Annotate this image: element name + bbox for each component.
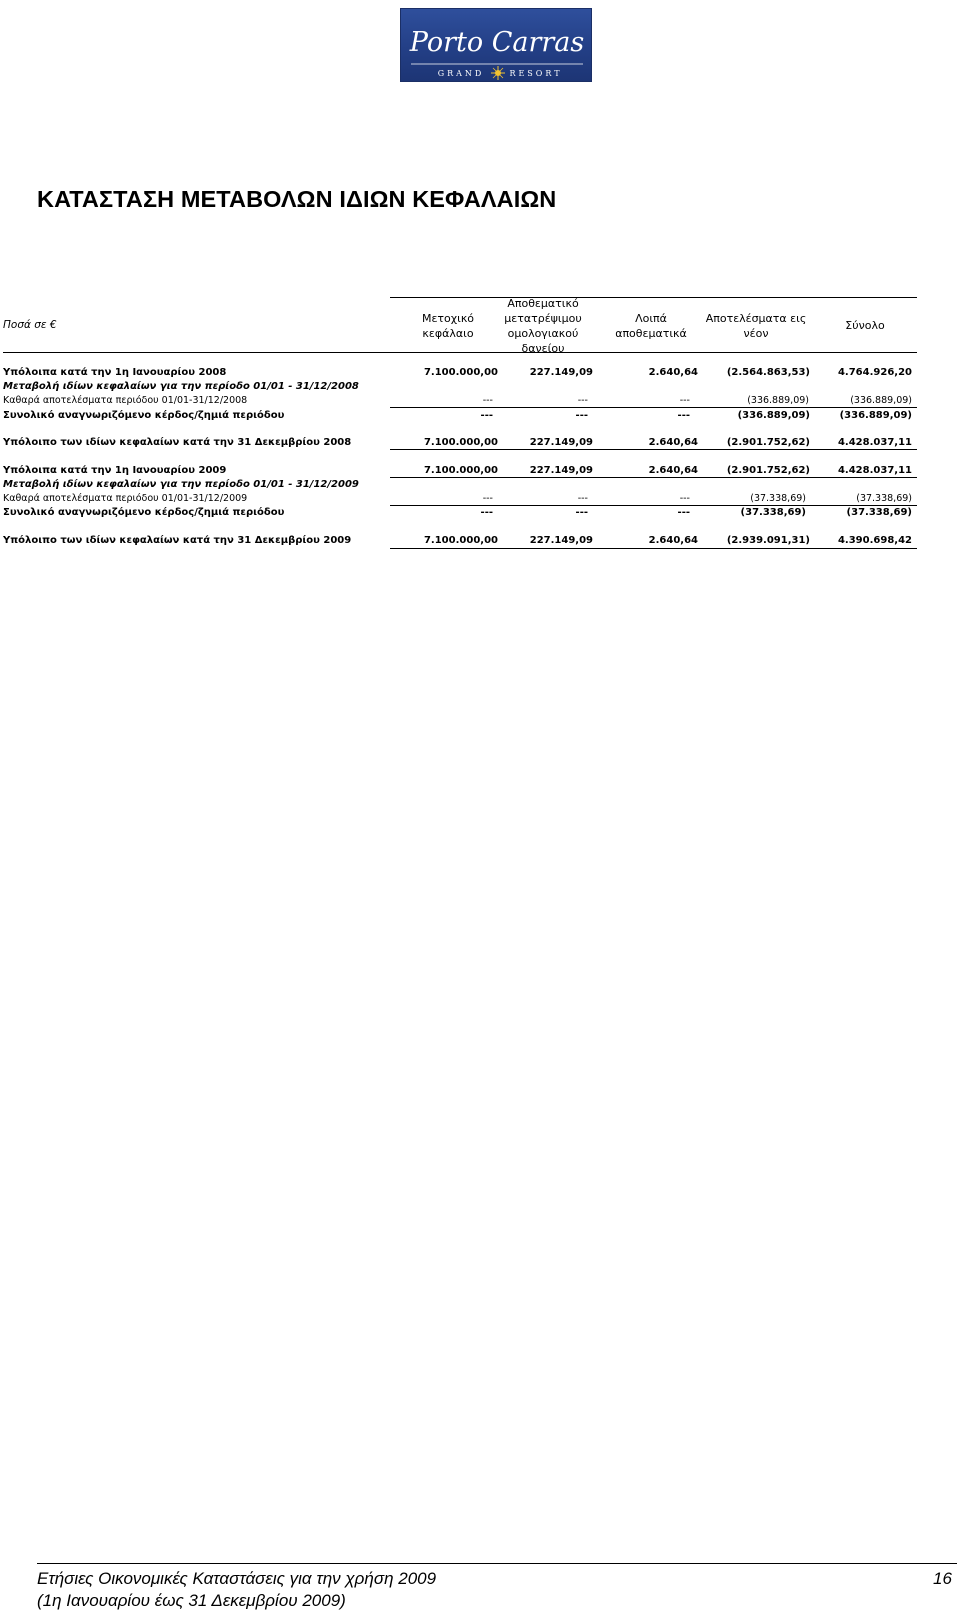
logo-subtitle-left: GRAND (437, 69, 485, 78)
row-label-change-2008: Μεταβολή ιδίων κεφαλαίων για την περίοδο 01/01 - 31/12/2008 (3, 381, 359, 392)
cell-value: 7.100.000,00 (423, 535, 498, 546)
cell-value: --- (482, 493, 493, 504)
cell-value: 4.428.037,11 (837, 437, 912, 448)
footer-period: (1η Ιανουαρίου έως 31 Δεκεμβρίου 2009) (37, 1591, 346, 1610)
cell-value: (336.889,09) (850, 395, 912, 406)
subtotal-rule (390, 407, 917, 408)
logo-script-text: Porto Carras (409, 27, 585, 58)
cell-value: 227.149,09 (529, 437, 593, 448)
row-label-net-results-2008: Καθαρά αποτελέσματα περιόδου 01/01-31/12/2008 (3, 395, 248, 406)
page-number: 16 (933, 1569, 952, 1588)
cell-value: 7.100.000,00 (423, 367, 498, 378)
header-share-capital: Μετοχικό κεφάλαιο (421, 312, 475, 340)
cell-value: --- (575, 507, 588, 518)
logo-subtitle-right: RESORT (509, 69, 563, 78)
footer-rule (37, 1563, 957, 1564)
cell-value: (37.338,69) (856, 493, 912, 504)
cell-value: (2.564.863,53) (726, 367, 810, 378)
header-top-rule (390, 297, 917, 298)
cell-value: 4.764.926,20 (837, 367, 912, 378)
cell-value: --- (677, 507, 690, 518)
cell-value: (336.889,09) (839, 410, 912, 421)
amounts-label: Ποσά σε € (3, 319, 57, 331)
row-label-change-2009: Μεταβολή ιδίων κεφαλαίων για την περίοδο 01/01 - 31/12/2009 (3, 479, 359, 490)
header-bottom-rule (3, 352, 917, 353)
cell-value: (37.338,69) (846, 507, 912, 518)
cell-value: 2.640,64 (648, 437, 698, 448)
page-title: ΚΑΤΑΣΤΑΣΗ ΜΕΤΑΒΟΛΩΝ ΙΔΙΩΝ ΚΕΦΑΛΑΙΩΝ (37, 186, 557, 212)
cell-value: --- (677, 410, 690, 421)
final-total-rule (390, 548, 917, 549)
cell-value: (2.901.752,62) (726, 437, 810, 448)
row-label-balance-jan-2008: Υπόλοιπα κατά την 1η Ιανουαρίου 2008 (3, 367, 227, 378)
cell-value: --- (575, 410, 588, 421)
logo-graphic (401, 9, 593, 83)
cell-value: 2.640,64 (648, 465, 698, 476)
cell-value: 227.149,09 (529, 535, 593, 546)
cell-value: (37.338,69) (750, 493, 806, 504)
row-label-total-recognised-2009: Συνολικό αναγνωριζόμενο κέρδος/ζημιά περιόδου (3, 507, 285, 518)
cell-value: --- (482, 395, 493, 406)
cell-value: --- (679, 493, 690, 504)
cell-value: --- (577, 493, 588, 504)
header-retained-earnings: Αποτελέσματα εις νέον (705, 312, 807, 340)
row-label-balance-jan-2009: Υπόλοιπα κατά την 1η Ιανουαρίου 2009 (3, 465, 227, 476)
cell-value: (336.889,09) (747, 395, 809, 406)
cell-value: (2.901.752,62) (726, 465, 810, 476)
cell-value: 4.428.037,11 (837, 465, 912, 476)
cell-value: 2.640,64 (648, 367, 698, 378)
porto-carras-logo (400, 8, 592, 82)
row-label-total-recognised-2008: Συνολικό αναγνωριζόμενο κέρδος/ζημιά περιόδου (3, 410, 285, 421)
row-label-balance-dec-2008: Υπόλοιπο των ιδίων κεφαλαίων κατά την 31 Δεκεμβρίου 2008 (3, 437, 352, 448)
cell-value: 4.390.698,42 (837, 535, 912, 546)
footer-title: Ετήσιες Οικονομικές Καταστάσεις για την χρήση 2009 (37, 1569, 437, 1588)
cell-value: --- (679, 395, 690, 406)
cell-value: (37.338,69) (740, 507, 806, 518)
cell-value: (336.889,09) (737, 410, 810, 421)
cell-value: --- (577, 395, 588, 406)
cell-value: 7.100.000,00 (423, 465, 498, 476)
cell-value: 227.149,09 (529, 465, 593, 476)
cell-value: --- (480, 507, 493, 518)
cell-value: --- (480, 410, 493, 421)
cell-value: 227.149,09 (529, 367, 593, 378)
subtotal-rule (390, 505, 917, 506)
header-total: Σύνολο (845, 319, 885, 332)
balance-rule (390, 477, 917, 478)
cell-value: 2.640,64 (648, 535, 698, 546)
row-label-balance-dec-2009: Υπόλοιπο των ιδίων κεφαλαίων κατά την 31 Δεκεμβρίου 2009 (3, 535, 352, 546)
row-label-net-results-2009: Καθαρά αποτελέσματα περιόδου 01/01-31/12/2009 (3, 493, 248, 504)
header-convertible-bond-reserve: Αποθεματικό μετατρέψιμου ομολογιακού δανείου (504, 297, 582, 355)
header-other-reserves: Λοιπά αποθεματικά (615, 312, 687, 340)
logo-star-icon (491, 66, 505, 80)
cell-value: (2.939.091,31) (726, 535, 810, 546)
cell-value: 7.100.000,00 (423, 437, 498, 448)
total-rule (390, 449, 917, 450)
